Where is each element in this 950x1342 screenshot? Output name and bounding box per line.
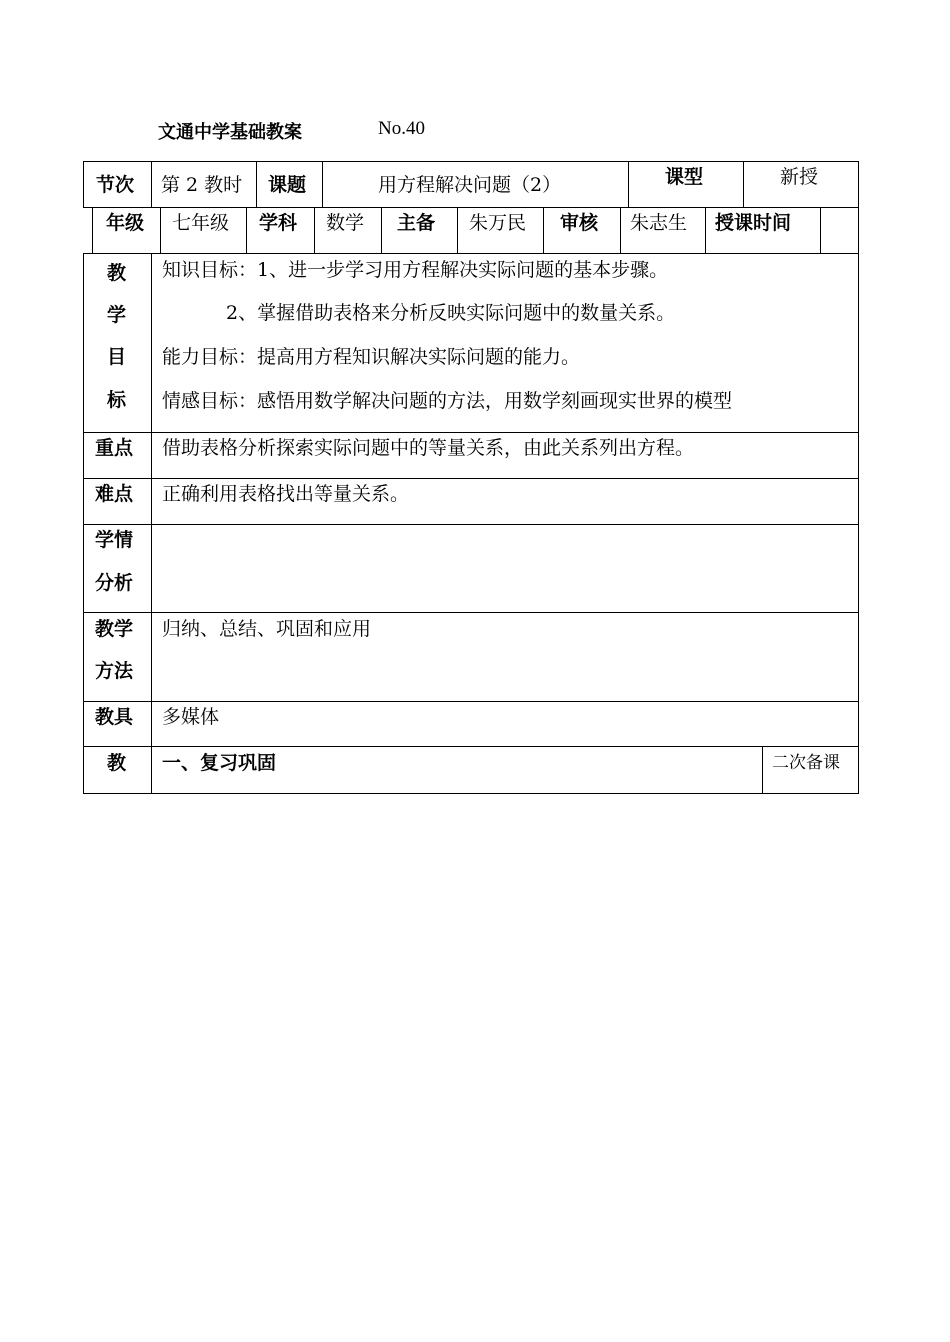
emotion-objective: 情感目标：感悟用数学解决问题的方法，用数学刻画现实世界的模型 <box>162 390 733 412</box>
teaching-time-label: 授课时间 <box>715 212 792 234</box>
second-preparation-note: 二次备课 <box>772 753 840 773</box>
type-value: 新授 <box>780 166 819 188</box>
school-title: 文通中学基础教案 <box>158 122 302 143</box>
table-border <box>246 207 247 253</box>
grade-value: 七年级 <box>172 212 230 234</box>
table-border <box>83 612 859 613</box>
table-border <box>256 161 257 207</box>
method-label: 方法 <box>95 660 134 682</box>
tools-label: 教具 <box>95 706 134 728</box>
table-border <box>83 161 84 207</box>
table-border <box>83 478 859 479</box>
table-border <box>83 253 859 254</box>
table-border <box>743 161 744 207</box>
review-section-title: 一、复习巩固 <box>162 752 277 774</box>
method-value: 归纳、总结、巩固和应用 <box>162 618 372 640</box>
table-border <box>83 746 859 747</box>
method-label: 教学 <box>95 618 134 640</box>
process-label: 教 <box>107 752 127 774</box>
table-border <box>457 207 458 253</box>
table-border <box>151 161 152 207</box>
table-border <box>83 432 859 433</box>
lesson-number: No.40 <box>378 118 425 139</box>
table-border <box>628 161 629 207</box>
section-value: 第 2 教时 <box>161 174 243 196</box>
difficulty-label: 难点 <box>95 483 134 505</box>
table-border <box>314 207 315 253</box>
difficulty-value: 正确利用表格找出等量关系。 <box>162 483 410 505</box>
document-heading <box>158 118 425 144</box>
reviewer-value: 朱志生 <box>630 212 688 234</box>
topic-value: 用方程解决问题（2） <box>378 174 562 196</box>
table-border <box>762 746 763 794</box>
table-border <box>543 207 544 253</box>
table-border <box>83 793 859 794</box>
preparer-value: 朱万民 <box>469 212 527 234</box>
table-border <box>620 207 621 253</box>
tools-value: 多媒体 <box>162 706 220 728</box>
table-border <box>381 207 382 253</box>
objectives-label-char: 教 <box>107 262 127 284</box>
subject-value: 数学 <box>326 212 365 234</box>
grade-label: 年级 <box>106 212 145 234</box>
objectives-label-char: 标 <box>107 389 127 411</box>
table-border <box>820 207 821 253</box>
table-border <box>92 207 93 253</box>
student-analysis-label: 分析 <box>95 572 134 594</box>
table-border <box>858 207 859 253</box>
section-label: 节次 <box>96 174 135 196</box>
key-point-label: 重点 <box>95 437 134 459</box>
knowledge-objective-2: 2、掌握借助表格来分析反映实际问题中的数量关系。 <box>226 302 676 324</box>
table-border <box>83 207 859 208</box>
knowledge-objective-1: 知识目标：1、进一步学习用方程解决实际问题的基本步骤。 <box>162 259 669 281</box>
objectives-label-char: 学 <box>107 304 127 326</box>
table-border <box>858 161 859 207</box>
subject-label: 学科 <box>259 212 298 234</box>
reviewer-label: 审核 <box>560 212 599 234</box>
table-border <box>83 524 859 525</box>
table-border <box>322 161 323 207</box>
type-label: 课型 <box>665 166 704 188</box>
student-analysis-label: 学情 <box>95 529 134 551</box>
topic-label: 课题 <box>268 174 307 196</box>
objectives-label-char: 目 <box>107 346 127 368</box>
key-point-value: 借助表格分析探索实际问题中的等量关系，由此关系列出方程。 <box>162 437 695 459</box>
ability-objective: 能力目标：提高用方程知识解决实际问题的能力。 <box>162 346 581 368</box>
table-border <box>83 701 859 702</box>
table-border <box>705 207 706 253</box>
table-border <box>160 207 161 253</box>
preparer-label: 主备 <box>397 212 436 234</box>
